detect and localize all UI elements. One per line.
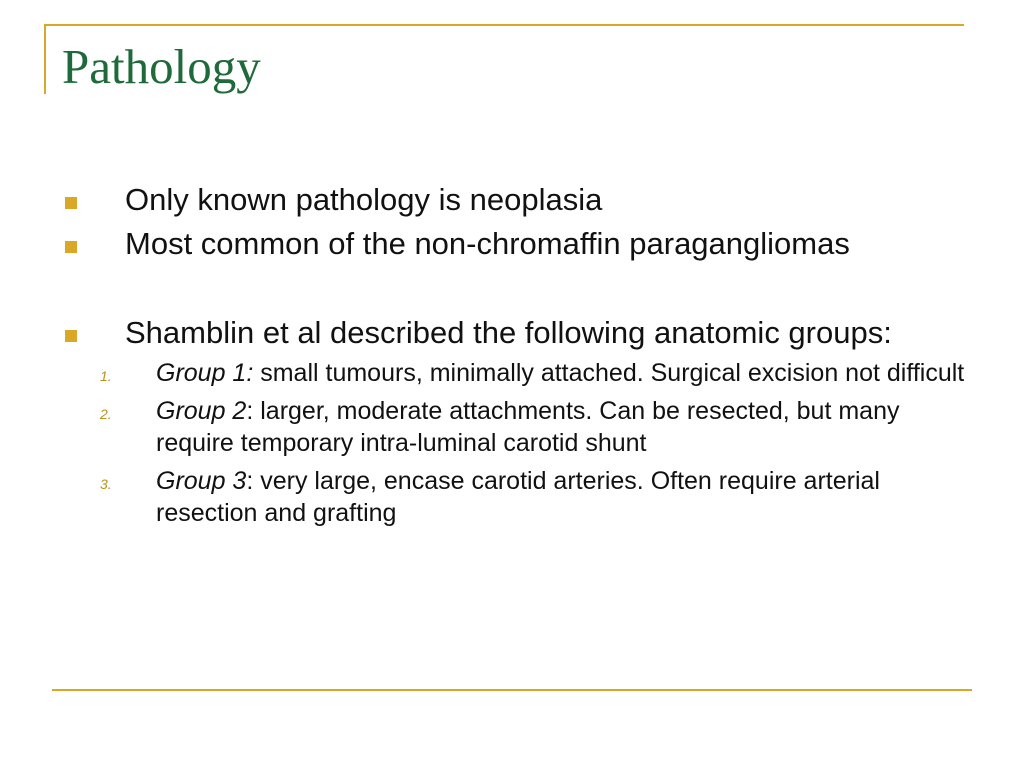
bullet-text: Only known pathology is neoplasia [125, 182, 603, 217]
bullet-text: Shamblin et al described the following anatomic groups: [125, 315, 892, 350]
group-item-3 [62, 465, 972, 529]
group-label: Group 1: [156, 359, 254, 387]
square-bullet-icon [65, 241, 77, 253]
group-text: : larger, moderate attachments. Can be resected, but many require temporary intra-luminal carotid shunt [156, 397, 900, 457]
list-number: 1. [100, 368, 112, 384]
top-rule [44, 24, 964, 26]
group-text: small tumours, minimally attached. Surgical excision not difficult [253, 359, 965, 387]
list-number: 2. [100, 406, 112, 422]
bullet-item [62, 224, 972, 264]
bottom-rule [52, 689, 972, 691]
group-text: : very large, encase carotid arteries. Often require arterial resection and grafting [156, 467, 880, 527]
bullet-item [62, 313, 972, 353]
square-bullet-icon [65, 330, 77, 342]
group-label: Group 2 [156, 397, 247, 425]
group-label: Group 3 [156, 467, 247, 495]
square-bullet-icon [65, 197, 77, 209]
bullet-item [62, 180, 972, 220]
list-number: 3. [100, 476, 112, 492]
left-rule [44, 24, 46, 94]
slide-title: Pathology [62, 39, 261, 94]
slide-content [62, 180, 972, 535]
spacer [62, 268, 972, 313]
group-item-1 [62, 357, 972, 389]
bullet-text: Most common of the non-chromaffin paragangliomas [125, 226, 850, 261]
group-item-2 [62, 395, 972, 459]
